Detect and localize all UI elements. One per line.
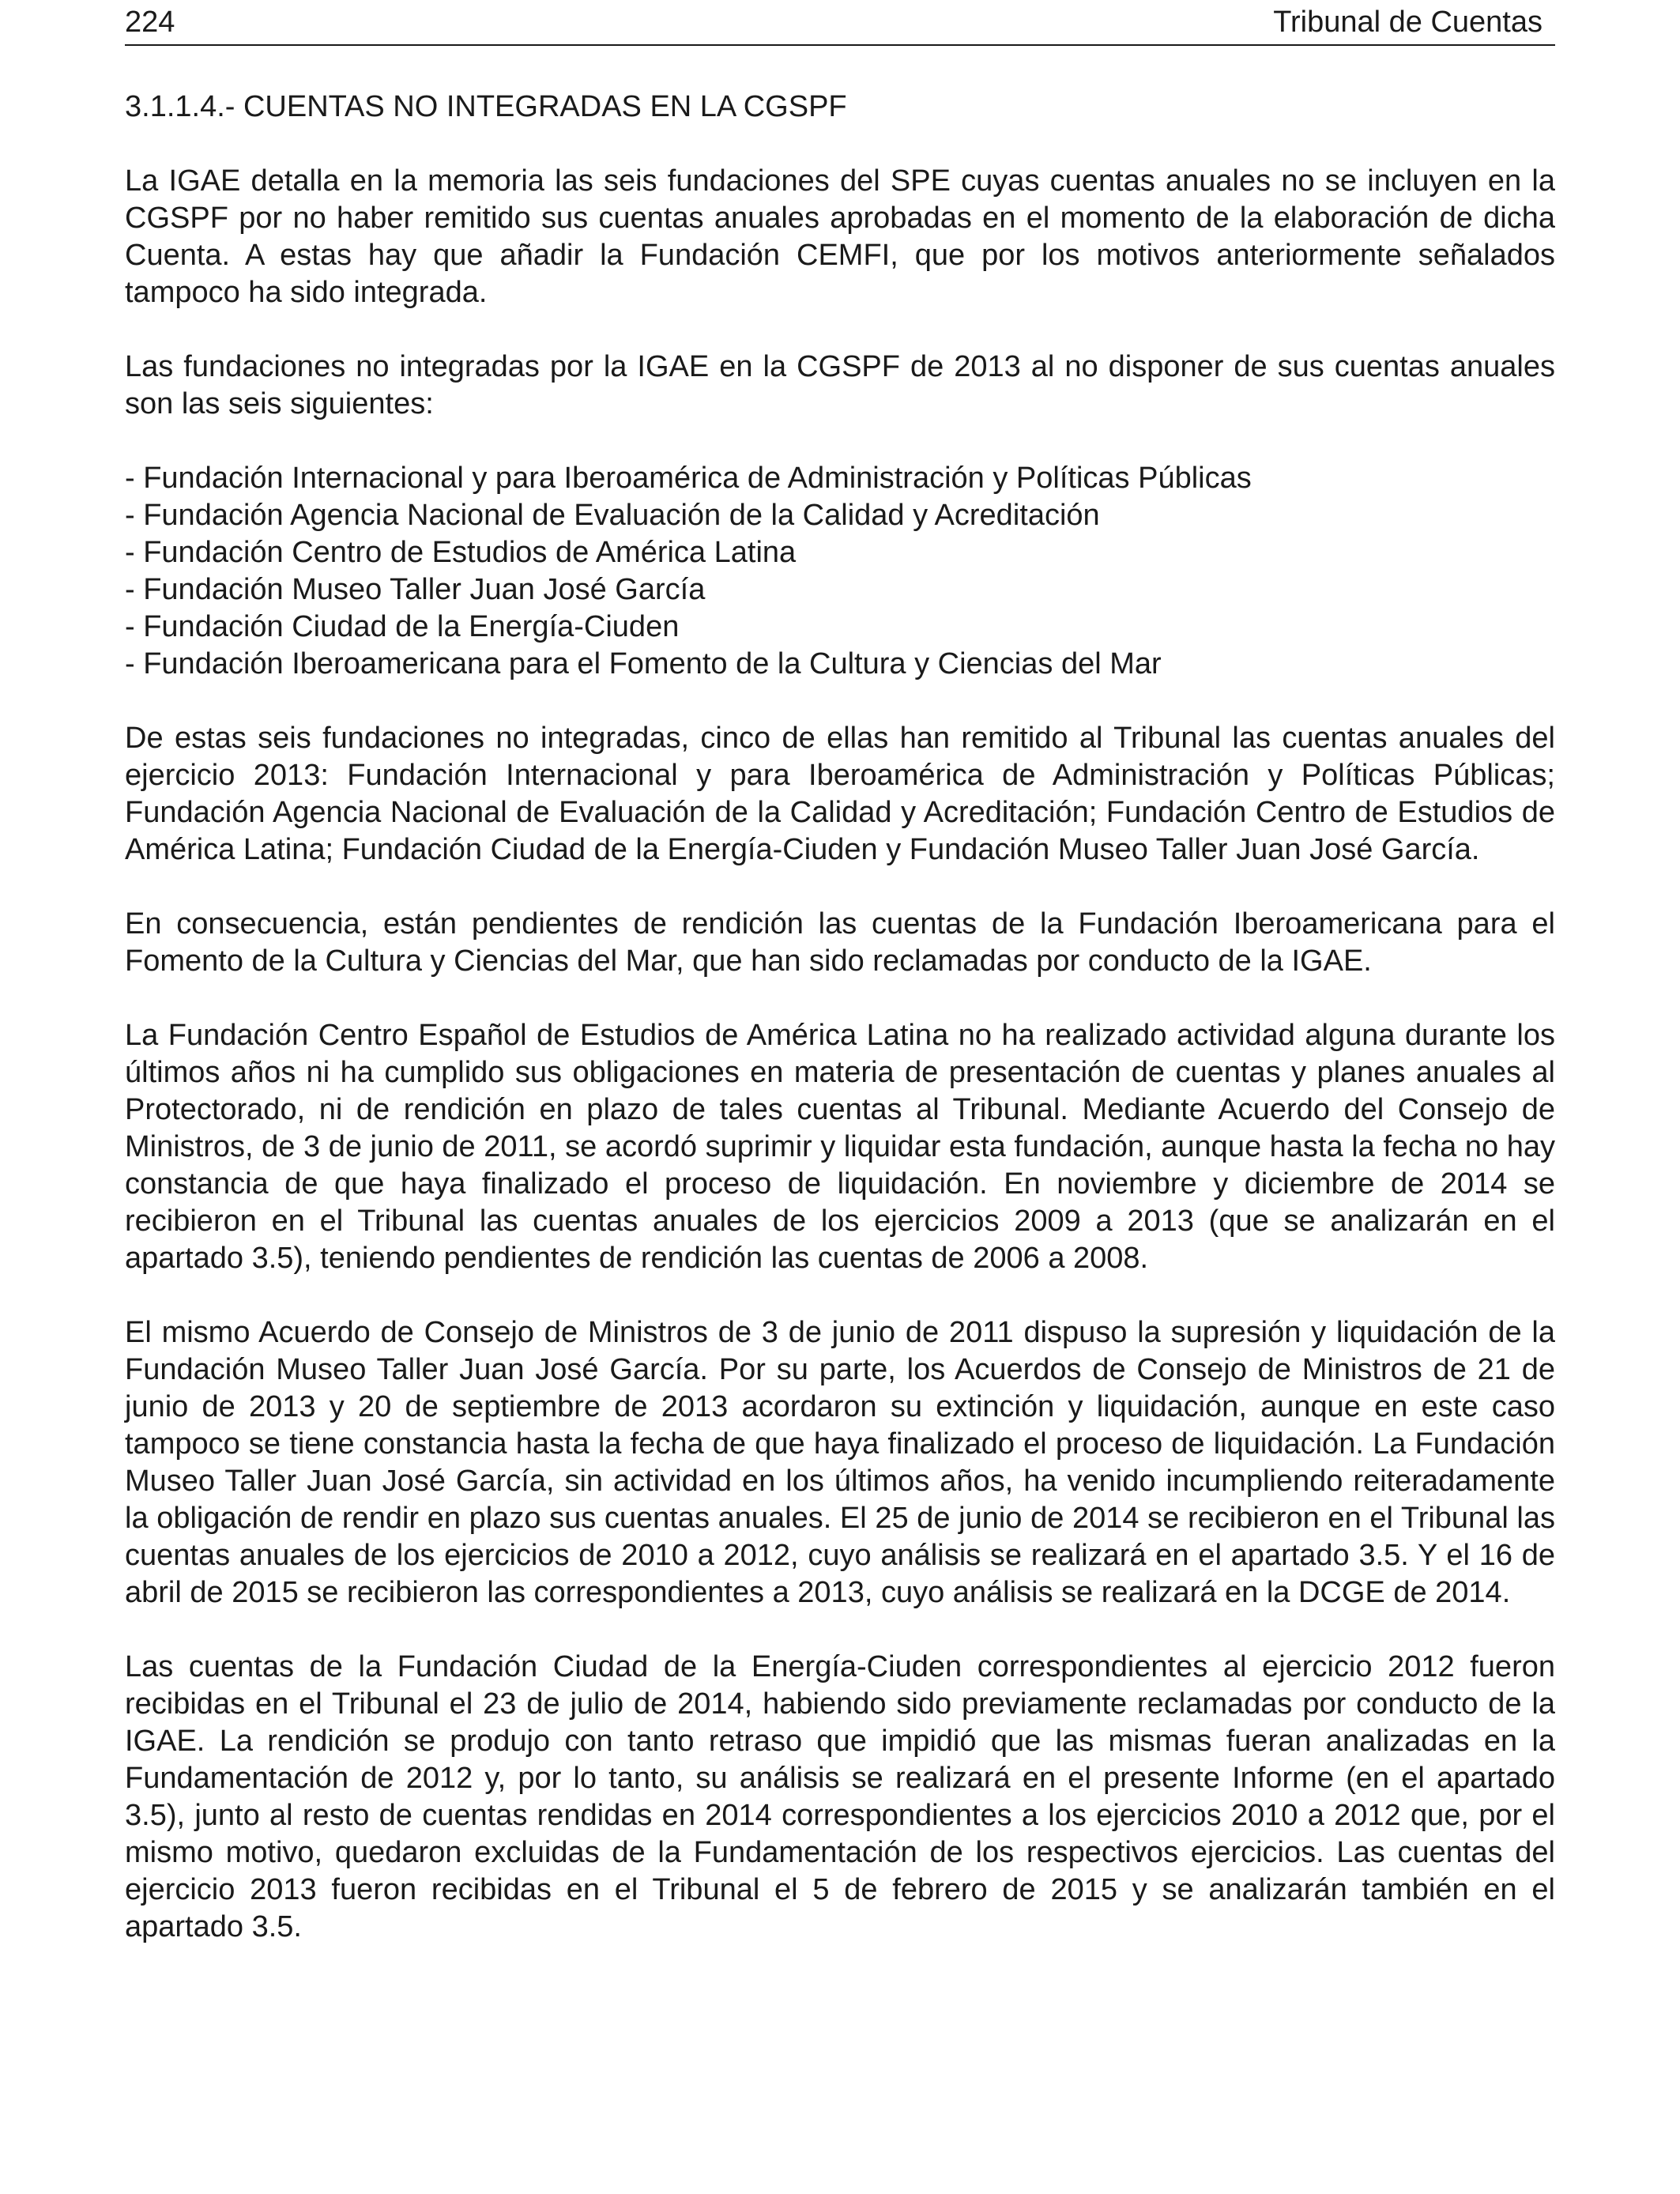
list-item: - Fundación Iberoamericana para el Fomento de la Cultura y Ciencias del Mar bbox=[125, 647, 1162, 680]
page-number: 224 bbox=[125, 6, 175, 39]
list-item: - Fundación Centro de Estudios de América Latina bbox=[125, 536, 797, 569]
foundation-list bbox=[125, 460, 1555, 683]
section-heading: 3.1.1.4.- CUENTAS NO INTEGRADAS EN LA CGSPF bbox=[125, 90, 847, 123]
list-item: - Fundación Agencia Nacional de Evaluación de la Calidad y Acreditación bbox=[125, 499, 1100, 532]
list-item: - Fundación Museo Taller Juan José García bbox=[125, 573, 706, 606]
paragraph-pendientes-rendicion: En consecuencia, están pendientes de rendición las cuentas de la Fundación Iberoamericana para el Fomento de la Cultura y Ciencias del Mar, que han sido reclamadas por conducto de la IGAE. bbox=[125, 907, 1555, 978]
paragraph-fundaciones-no-integradas: Las fundaciones no integradas por la IGAE en la CGSPF de 2013 al no disponer de sus cuentas anuales son las seis siguientes: bbox=[125, 350, 1555, 420]
paragraph-igae-memoria: La IGAE detalla en la memoria las seis fundaciones del SPE cuyas cuentas anuales no se incluyen en la CGSPF por no haber remitido sus cuentas anuales aprobadas en el momento de la elaboración de dicha Cuenta. A estas hay que añadir la Fundación CEMFI, que por los motivos anteriormente señalados tampoco ha sido integrada. bbox=[125, 164, 1555, 309]
running-header bbox=[125, 0, 1555, 46]
paragraph-cuentas-remitidas: De estas seis fundaciones no integradas, cinco de ellas han remitido al Tribunal las cuentas anuales del ejercicio 2013: Fundación Internacional y para Iberoamérica de Administración y Políticas Públicas; Fundación Agencia Nacional de Evaluación de la Calidad y Acreditación; Fundación Centro de Estudios de América Latina; Fundación Ciudad de la Energía-Ciuden y Fundación Museo Taller Juan José García. bbox=[125, 722, 1555, 866]
paragraph-ciudad-energia: Las cuentas de la Fundación Ciudad de la Energía-Ciuden correspondientes al ejercicio 2012 fueron recibidas en el Tribunal el 23 de julio de 2014, habiendo sido previamente reclamadas por conducto de la IGAE. La rendición se produjo con tanto retraso que impidió que las mismas fueran analizadas en la Fundamentación de 2012 y, por lo tanto, su análisis se realizará en el presente Informe (en el apartado 3.5), junto al resto de cuentas rendidas en 2014 correspondientes a los ejercicios 2010 a 2012 que, por el mismo motivo, quedaron excluidas de la Fundamentación de los respectivos ejercicios. Las cuentas del ejercicio 2013 fueron recibidas en el Tribunal el 5 de febrero de 2015 y se analizarán también en el apartado 3.5. bbox=[125, 1650, 1555, 1943]
paragraph-centro-espanol-estudios: La Fundación Centro Español de Estudios de América Latina no ha realizado actividad alguna durante los últimos años ni ha cumplido sus obligaciones en materia de presentación de cuentas y planes anuales al Protectorado, ni de rendición en plazo de tales cuentas al Tribunal. Mediante Acuerdo del Consejo de Ministros, de 3 de junio de 2011, se acordó suprimir y liquidar esta fundación, aunque hasta la fecha no hay constancia de que haya finalizado el proceso de liquidación. En noviembre y diciembre de 2014 se recibieron en el Tribunal las cuentas anuales de los ejercicios 2009 a 2013 (que se analizarán en el apartado 3.5), teniendo pendientes de rendición las cuentas de 2006 a 2008. bbox=[125, 1019, 1555, 1275]
document-body bbox=[125, 89, 1555, 1983]
list-item: - Fundación Internacional y para Iberoamérica de Administración y Políticas Públicas bbox=[125, 462, 1252, 495]
paragraph-museo-taller: El mismo Acuerdo de Consejo de Ministros de 3 de junio de 2011 dispuso la supresión y liquidación de la Fundación Museo Taller Juan José García. Por su parte, los Acuerdos de Consejo de Ministros de 21 de junio de 2013 y 20 de septiembre de 2013 acordaron su extinción y liquidación, aunque en este caso tampoco se tiene constancia hasta la fecha de que haya finalizado el proceso de liquidación. La Fundación Museo Taller Juan José García, sin actividad en los últimos años, ha venido incumpliendo reiteradamente la obligación de rendir en plazo sus cuentas anuales. El 25 de junio de 2014 se recibieron en el Tribunal las cuentas anuales de los ejercicios de 2010 a 2012, cuyo análisis se realizará en el apartado 3.5. Y el 16 de abril de 2015 se recibieron las correspondientes a 2013, cuyo análisis se realizará en la DCGE de 2014. bbox=[125, 1316, 1555, 1609]
header-title: Tribunal de Cuentas bbox=[1273, 6, 1543, 39]
list-item: - Fundación Ciudad de la Energía-Ciuden bbox=[125, 610, 680, 643]
